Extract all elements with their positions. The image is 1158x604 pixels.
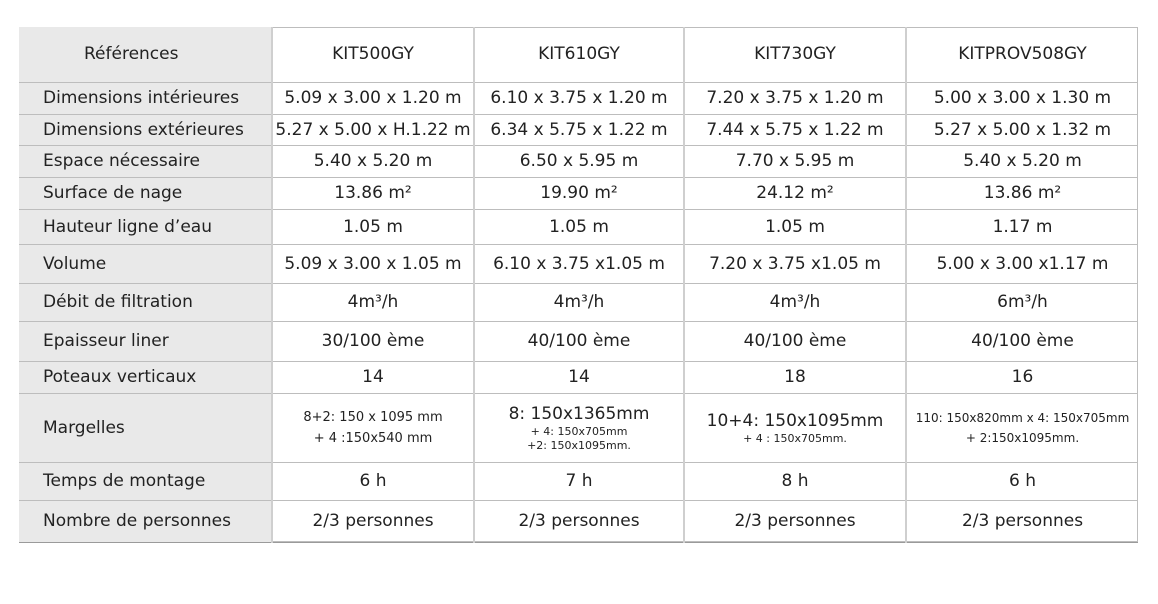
row-label: Epaisseur liner: [19, 321, 272, 361]
row-label: Temps de montage: [19, 462, 272, 500]
cell-value: 6 h: [272, 462, 474, 500]
cell-value: 19.90 m²: [474, 177, 684, 209]
cell-value: 6.10 x 3.75 x 1.20 m: [474, 82, 684, 114]
cell-value: 7.44 x 5.75 x 1.22 m: [684, 114, 906, 145]
header-row: [19, 27, 1138, 82]
cell-value: 2/3 personnes: [272, 500, 474, 542]
row-label: Surface de nage: [19, 177, 272, 209]
margelles-line: + 2:150x1095mm.: [965, 430, 1080, 445]
row-label: Volume: [19, 244, 272, 283]
cell-value: 40/100 ème: [684, 321, 906, 361]
cell-value: 7.20 x 3.75 x1.05 m: [684, 244, 906, 283]
cell-value: 5.00 x 3.00 x 1.30 m: [906, 82, 1138, 114]
table-row: [19, 82, 1138, 114]
cell-value: 14: [474, 361, 684, 393]
table-row: [19, 145, 1138, 177]
table-row: [19, 283, 1138, 321]
margelles-line: 8+2: 150 x 1095 mm: [303, 409, 443, 425]
table-row: [19, 361, 1138, 393]
table-row-margelles: [19, 393, 1138, 462]
row-label: Débit de filtration: [19, 283, 272, 321]
header-model-kit500gy: KIT500GY: [272, 27, 474, 82]
margelles-line: +2: 150x1095mm.: [527, 438, 631, 452]
cell-value: 4m³/h: [684, 283, 906, 321]
table-row: [19, 244, 1138, 283]
margelles-kit610gy: [474, 393, 684, 462]
table-row: [19, 114, 1138, 145]
cell-value: 1.17 m: [906, 209, 1138, 244]
cell-value: 7 h: [474, 462, 684, 500]
margelles-line: + 4: 150x705mm: [530, 424, 628, 438]
cell-value: 13.86 m²: [906, 177, 1138, 209]
margelles-line: + 4 :150x540 mm: [313, 430, 433, 446]
cell-value: 2/3 personnes: [684, 500, 906, 542]
row-label: Hauteur ligne d’eau: [19, 209, 272, 244]
cell-value: 6.34 x 5.75 x 1.22 m: [474, 114, 684, 145]
cell-value: 7.70 x 5.95 m: [684, 145, 906, 177]
cell-value: 1.05 m: [474, 209, 684, 244]
table-row: [19, 500, 1138, 542]
cell-value: 6m³/h: [906, 283, 1138, 321]
cell-value: 4m³/h: [474, 283, 684, 321]
cell-value: 6 h: [906, 462, 1138, 500]
cell-value: 5.00 x 3.00 x1.17 m: [906, 244, 1138, 283]
cell-value: 18: [684, 361, 906, 393]
cell-value: 4m³/h: [272, 283, 474, 321]
header-model-kit610gy: KIT610GY: [474, 27, 684, 82]
cell-value: 5.27 x 5.00 x 1.32 m: [906, 114, 1138, 145]
cell-value: 5.40 x 5.20 m: [272, 145, 474, 177]
specifications-table: [19, 27, 1138, 543]
cell-value: 7.20 x 3.75 x 1.20 m: [684, 82, 906, 114]
margelles-line: 10+4: 150x1095mm: [706, 410, 884, 431]
header-model-kitprov508gy: KITPROV508GY: [906, 27, 1138, 82]
table-row: [19, 462, 1138, 500]
margelles-line: 110: 150x820mm x 4: 150x705mm: [915, 410, 1130, 425]
cell-value: 8 h: [684, 462, 906, 500]
header-model-kit730gy: KIT730GY: [684, 27, 906, 82]
row-label: Dimensions intérieures: [19, 82, 272, 114]
cell-value: 24.12 m²: [684, 177, 906, 209]
margelles-line: 8: 150x1365mm: [508, 403, 650, 424]
cell-value: 5.40 x 5.20 m: [906, 145, 1138, 177]
cell-value: 16: [906, 361, 1138, 393]
row-label: Poteaux verticaux: [19, 361, 272, 393]
margelles-kitprov508gy: [906, 393, 1138, 462]
table-row: [19, 321, 1138, 361]
cell-value: 40/100 ème: [906, 321, 1138, 361]
table-row: [19, 209, 1138, 244]
cell-value: 14: [272, 361, 474, 393]
cell-value: 30/100 ème: [272, 321, 474, 361]
cell-value: 2/3 personnes: [474, 500, 684, 542]
row-label: Margelles: [19, 393, 272, 462]
margelles-kit730gy: [684, 393, 906, 462]
cell-value: 2/3 personnes: [906, 500, 1138, 542]
cell-value: 5.09 x 3.00 x 1.20 m: [272, 82, 474, 114]
row-label: Espace nécessaire: [19, 145, 272, 177]
cell-value: 1.05 m: [272, 209, 474, 244]
margelles-line: + 4 : 150x705mm.: [743, 431, 847, 445]
cell-value: 6.10 x 3.75 x1.05 m: [474, 244, 684, 283]
header-label: Références: [19, 27, 272, 82]
cell-value: 5.27 x 5.00 x H.1.22 m: [272, 114, 474, 145]
cell-value: 13.86 m²: [272, 177, 474, 209]
margelles-kit500gy: [272, 393, 474, 462]
table-row: [19, 177, 1138, 209]
cell-value: 1.05 m: [684, 209, 906, 244]
row-label: Nombre de personnes: [19, 500, 272, 542]
cell-value: 6.50 x 5.95 m: [474, 145, 684, 177]
cell-value: 5.09 x 3.00 x 1.05 m: [272, 244, 474, 283]
row-label: Dimensions extérieures: [19, 114, 272, 145]
cell-value: 40/100 ème: [474, 321, 684, 361]
